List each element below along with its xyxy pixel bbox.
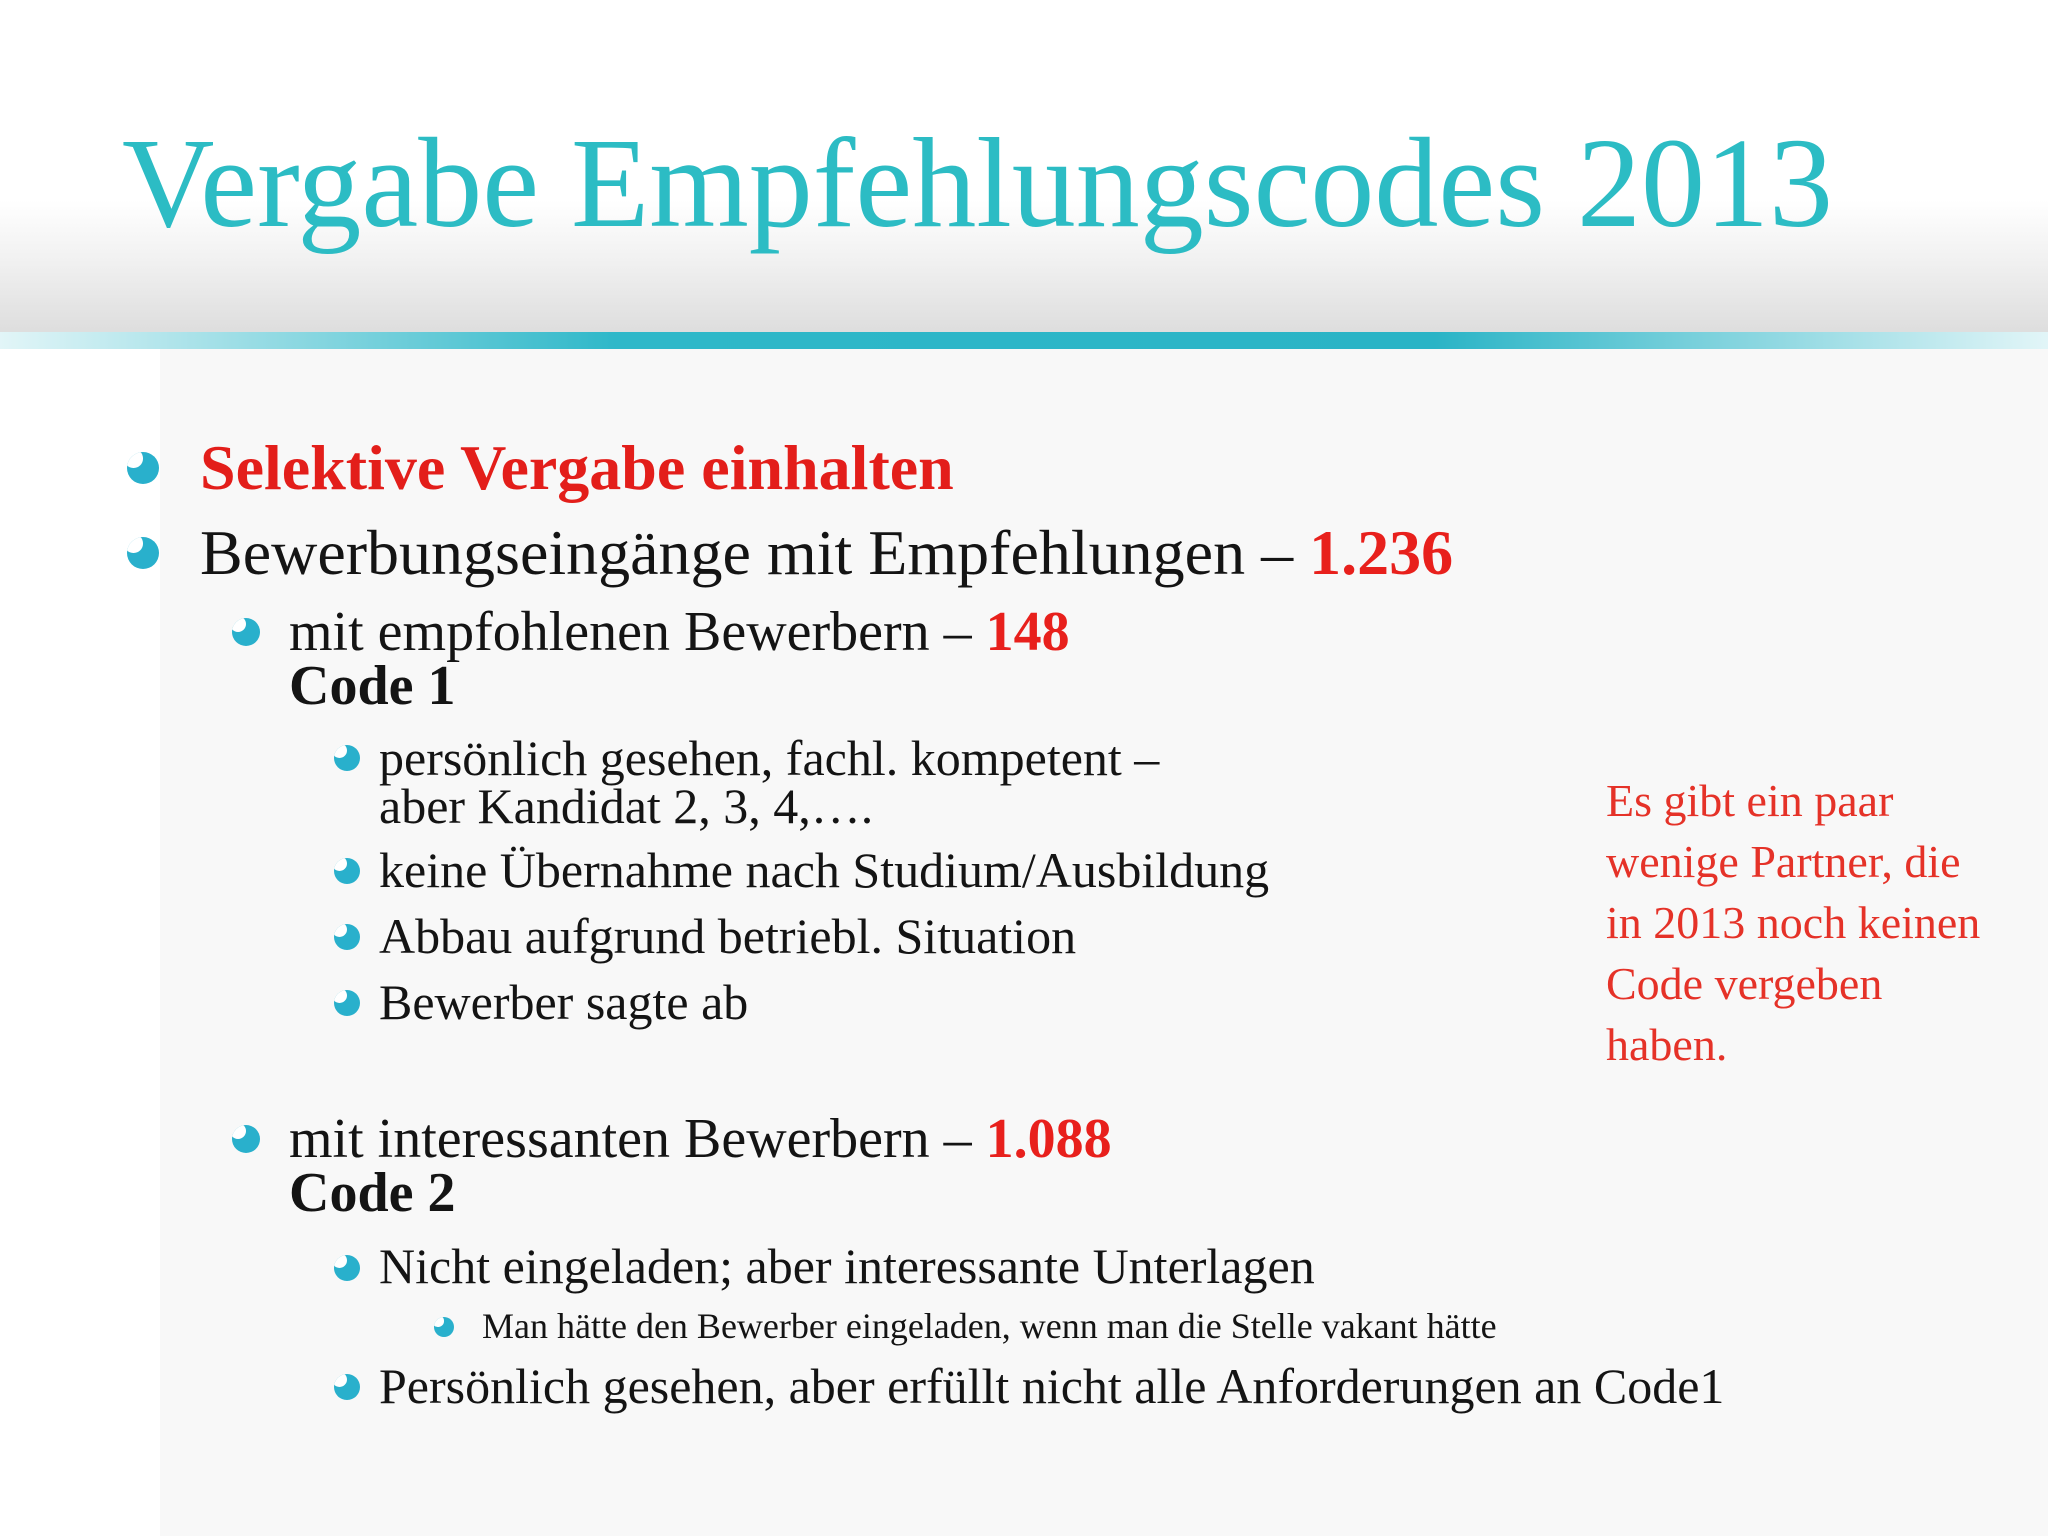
- code1-reason-4: Bewerber sagte ab: [379, 974, 749, 1030]
- bullet-icon: [334, 1255, 360, 1281]
- interesting-line: [289, 1108, 1112, 1170]
- bullet-icon: [434, 1317, 454, 1337]
- code2-reason-2: Persönlich gesehen, aber erfüllt nicht alle Anforderungen an Code1: [379, 1358, 1725, 1414]
- interesting-count: 1.088: [985, 1108, 1112, 1170]
- code1-reason-2: keine Übernahme nach Studium/Ausbildung: [379, 842, 1270, 898]
- bullet-icon: [232, 618, 260, 646]
- applications-line: [200, 515, 1453, 591]
- bullet-icon: [334, 858, 360, 884]
- code1-reason-1-line2: aber Kandidat 2, 3, 4,….: [379, 778, 874, 834]
- header-divider: [0, 332, 2048, 349]
- code1-reason-3: Abbau aufgrund betriebl. Situation: [379, 908, 1077, 964]
- code2-reason-1: Nicht eingeladen; aber interessante Unterlagen: [379, 1238, 1315, 1294]
- bullet-icon: [127, 452, 159, 484]
- bullet-icon: [232, 1125, 260, 1153]
- slide-title: Vergabe Empfehlungscodes 2013: [122, 112, 1833, 254]
- bullet-icon: [334, 745, 360, 771]
- applications-count: 1.236: [1309, 517, 1454, 588]
- selective-heading: Selektive Vergabe einhalten: [200, 432, 954, 503]
- bullet-icon: [334, 1374, 360, 1400]
- interesting-label: mit interessanten Bewerbern –: [289, 1108, 972, 1170]
- recommended-label: mit empfohlenen Bewerbern –: [289, 601, 972, 663]
- recommended-count: 148: [985, 601, 1070, 663]
- code1-label: Code 1: [289, 655, 456, 717]
- bullet-icon: [334, 990, 360, 1016]
- code2-reason-1-sub: Man hätte den Bewerber eingeladen, wenn man die Stelle vakant hätte: [482, 1306, 1497, 1346]
- code1-reason-1-line1: persönlich gesehen, fachl. kompetent –: [379, 730, 1160, 786]
- bullet-icon: [334, 924, 360, 950]
- side-note: Es gibt ein paar wenige Partner, die in 2013 noch keinen Code vergeben haben.: [1606, 775, 1981, 1070]
- code2-label: Code 2: [289, 1162, 456, 1224]
- recommended-line: [289, 601, 1070, 663]
- bullet-icon: [127, 537, 159, 569]
- applications-label: Bewerbungseingänge mit Empfehlungen –: [200, 517, 1294, 588]
